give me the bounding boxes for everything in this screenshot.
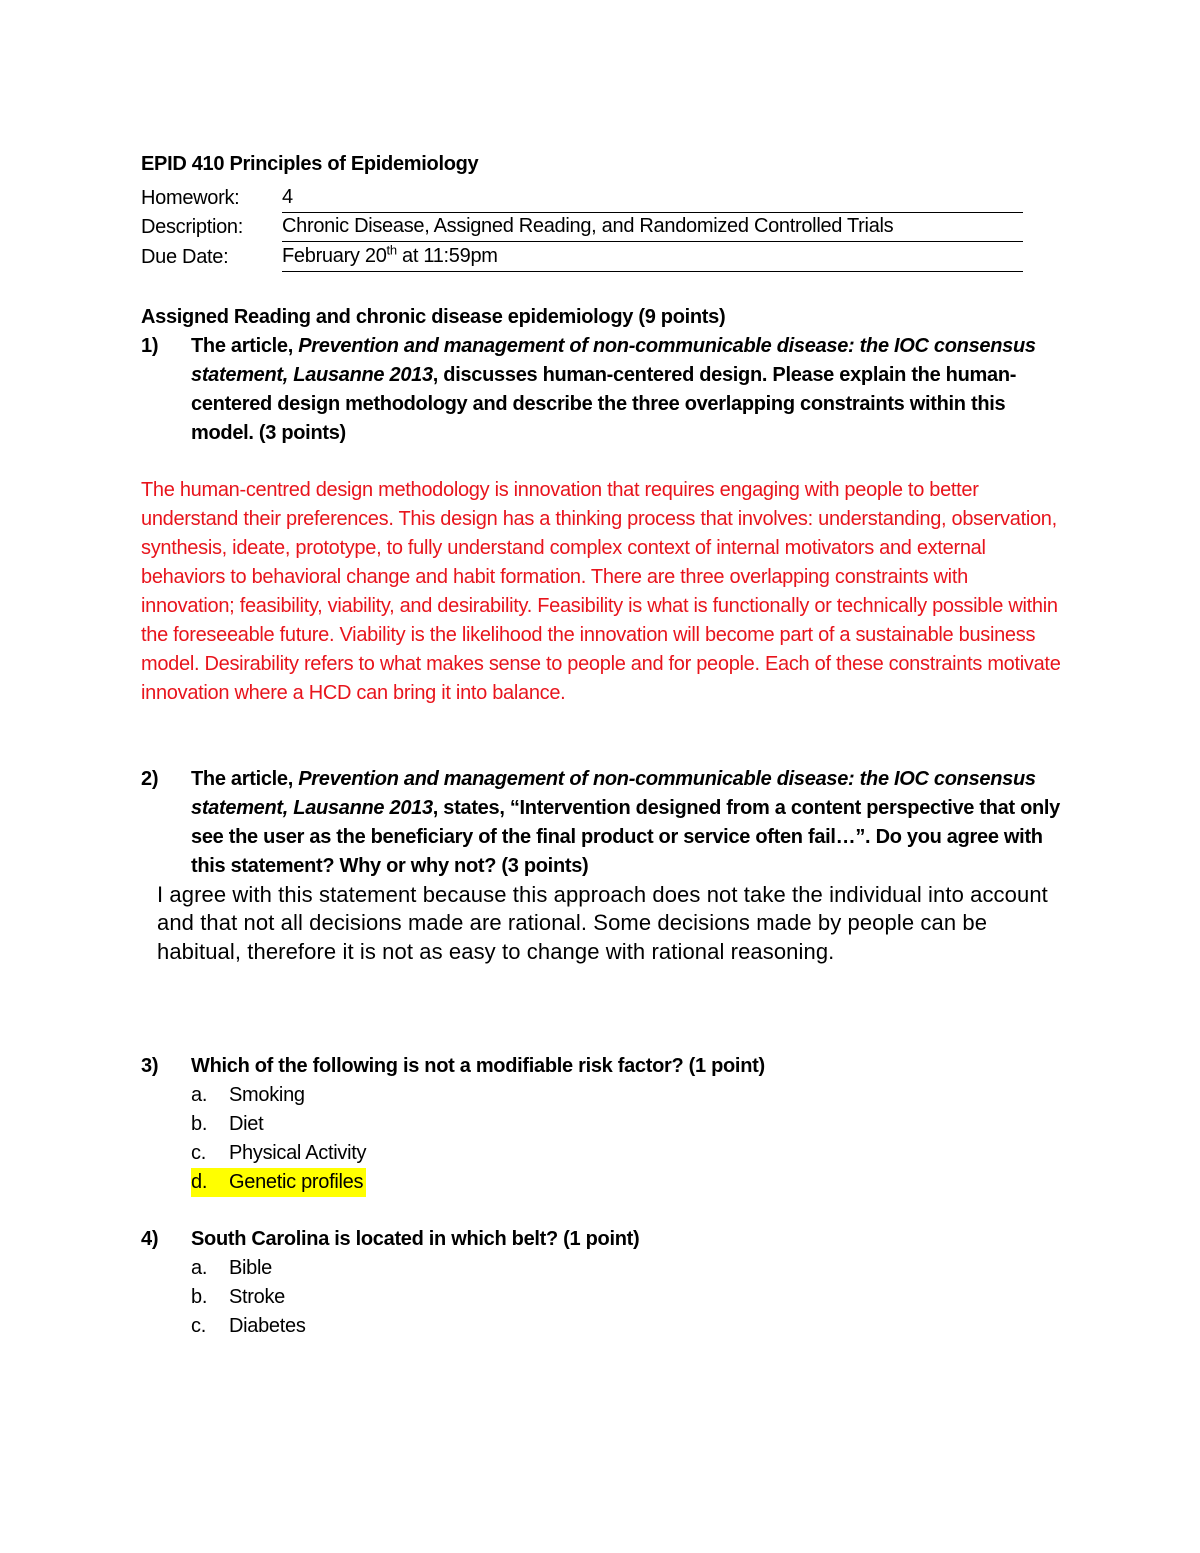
option-letter: b. [191,1113,208,1135]
question-text [191,332,1061,448]
option-b [191,1110,1061,1139]
question-lead: The article, [191,334,299,357]
answer-highlight [191,1168,366,1197]
option-c [191,1312,1061,1341]
option-a [191,1081,1061,1110]
question-4 [141,1225,1061,1254]
article-title: Prevention and management of non-communicable disease: the IOC consensus statement, Lausanne 2013 [191,334,1036,386]
option-c [191,1139,1061,1168]
question-text [191,765,1061,881]
option-d-selected [191,1168,1061,1197]
due-date-sup: th [386,241,397,257]
meta-value: 4 [282,183,1023,213]
question-number: 3) [141,1055,159,1077]
question-number: 2) [141,767,159,790]
option-text: Genetic profiles [229,1171,364,1193]
question-number: 4) [141,1228,159,1250]
meta-label: Due Date: [141,245,229,268]
meta-value [282,242,1023,272]
question-rest: , discusses human-centered design. Please explain the human-centered design methodology and describe the three overlapping constraints within this model. (3 points) [191,363,1017,444]
doc-title: EPID 410 Principles of Epidemiology [141,153,479,175]
option-b [191,1283,1061,1312]
due-date-prefix: February 20 [282,244,387,267]
option-text: Diet [229,1113,264,1135]
meta-value: Chronic Disease, Assigned Reading, and Randomized Controlled Trials [282,212,1023,242]
answer-1: The human-centred design methodology is innovation that requires engaging with people to better understand their preferences. This design has a thinking process that involves: understanding, observation, synthesis, ideate, prototype, to fully understand complex context of internal motivators and external behaviors to behavioral change and habit formation. There are three overlapping constraints with innovation; feasibility, viability, and desirability. Feasibility is what is functionally or technically possible within the foreseeable future. Viability is the likelihood the innovation will become part of a sustainable business model. Desirability refers to what makes sense to people and for people. Each of these constraints motivate innovation where a HCD can bring it into balance. [141,478,1061,704]
option-letter: a. [191,1257,208,1279]
due-date-suffix: at 11:59pm [396,244,498,267]
option-text: Stroke [229,1286,286,1308]
meta-due-date [141,242,1061,272]
option-text: Physical Activity [229,1142,367,1164]
question-rest: , states, “Intervention designed from a content perspective that only see the user as the beneficiary of the final product or service often fail…”. Do you agree with this statement? Why or why not? (3 points) [191,796,1061,877]
answer-2: I agree with this statement because this approach does not take the individual into account and that not all decisions made are rational. Some decisions made by people can be habitual, therefore it is not as easy to change with rational reasoning. [157,881,1048,964]
question-text: South Carolina is located in which belt? (1 point) [191,1228,640,1250]
option-letter: d. [191,1171,208,1193]
question-text: Which of the following is not a modifiable risk factor? (1 point) [191,1055,765,1077]
option-a [191,1254,1061,1283]
question-2 [141,765,1061,881]
meta-homework [141,183,1061,213]
option-text: Smoking [229,1084,305,1106]
section-heading: Assigned Reading and chronic disease epidemiology (9 points) [141,305,726,328]
meta-description [141,213,1061,243]
question-lead: The article, [191,767,299,790]
option-letter: a. [191,1084,208,1106]
option-text: Diabetes [229,1315,306,1337]
option-text: Bible [229,1257,272,1279]
article-title: Prevention and management of non-communicable disease: the IOC consensus statement, Lausanne 2013 [191,767,1036,819]
option-letter: c. [191,1315,206,1337]
question-1 [141,332,1061,448]
meta-label: Homework: [141,186,240,209]
option-letter: c. [191,1142,206,1164]
option-letter: b. [191,1286,208,1308]
question-3 [141,1052,1061,1081]
meta-label: Description: [141,216,243,238]
question-number: 1) [141,334,159,357]
document-page [141,150,1061,1341]
